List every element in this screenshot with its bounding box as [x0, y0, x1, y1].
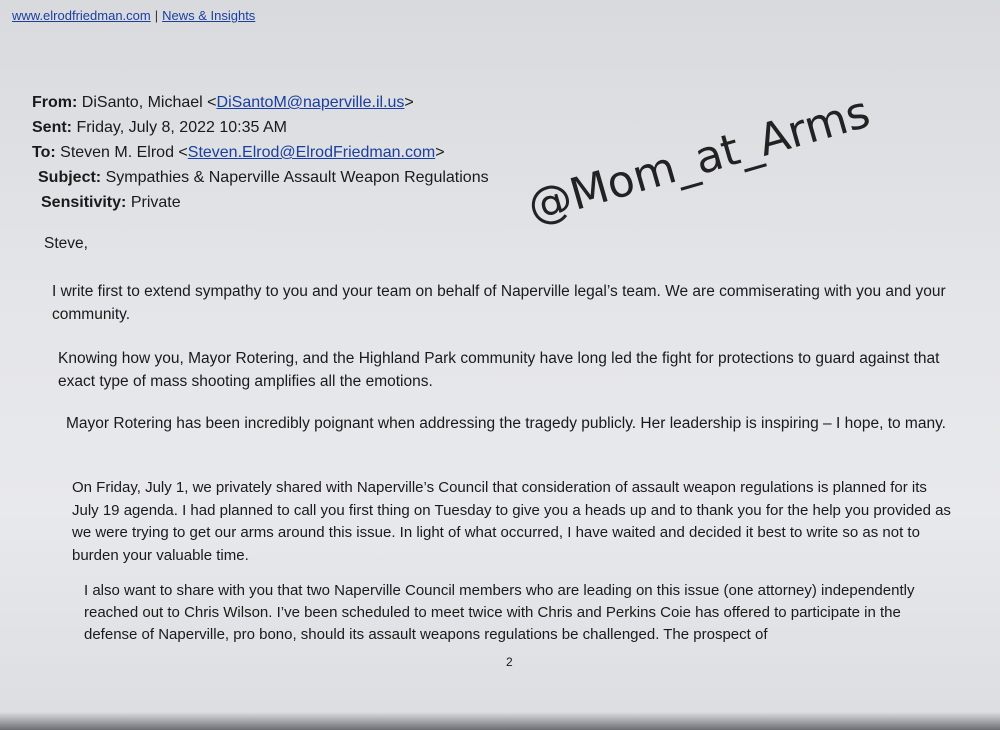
from-row: From: DiSanto, Michael <DiSantoM@naperville.il.us> — [32, 94, 414, 111]
paragraph-4: On Friday, July 1, we privately shared with Naperville’s Council that consideration of assault weapon regulations is planned for its July 19 agenda. I had planned to call you first thing on Tuesday to give you a heads up and to thank you for the help you provided as we were trying to get our arms around this issue. In light of what occurred, I have waited and decided it best to write so as not to burden your valuable time. — [72, 479, 951, 564]
to-name: Steven M. Elrod — [60, 144, 174, 161]
page-edge-shadow — [0, 712, 1000, 730]
paragraph-1: I write first to extend sympathy to you and your team on behalf of Naperville legal’s team. We are commiserating with you and your community. — [52, 283, 946, 323]
sent-value: Friday, July 8, 2022 10:35 AM — [76, 119, 287, 136]
news-insights-link[interactable]: News & Insights — [162, 8, 256, 23]
from-label: From: — [32, 94, 78, 111]
subject-label: Subject: — [38, 169, 102, 186]
watermark-text: @Mom_at_Arms — [521, 86, 876, 233]
to-label: To: — [32, 144, 56, 161]
paragraph-3: Mayor Rotering has been incredibly poignant when addressing the tragedy publicly. Her leadership is inspiring – I hope, to many. — [66, 415, 946, 432]
sent-row — [32, 115, 489, 140]
paragraph-5: I also want to share with you that two Naperville Council members who are leading on this issue (one attorney) independently reached out to Chris Wilson. I’ve been scheduled to meet twice with Chris and Perkins Coie has offered to participate in the defense of Naperville, pro bono, should its assault weapons regulations be challenged. The prospect of — [84, 582, 915, 643]
subject-value: Sympathies & Naperville Assault Weapon Regulations — [105, 169, 489, 186]
from-email-link[interactable]: DiSantoM@naperville.il.us — [216, 94, 405, 111]
email-header — [32, 90, 489, 215]
sensitivity-row — [32, 190, 489, 215]
sensitivity-label: Sensitivity: — [41, 194, 127, 211]
sensitivity-value: Private — [130, 194, 181, 211]
from-name: DiSanto, Michael — [81, 94, 203, 111]
to-row: To: Steven M. Elrod <Steven.Elrod@ElrodFriedman.com> — [32, 144, 445, 161]
page-number: 2 — [506, 655, 513, 669]
paragraph-2: Knowing how you, Mayor Rotering, and the Highland Park community have long led the fight for protections to guard against that exact type of mass shooting amplifies all the emotions. — [58, 350, 940, 390]
subject-row — [32, 165, 489, 190]
greeting: Steve, — [44, 235, 88, 252]
sent-label: Sent: — [32, 119, 72, 136]
link-separator: | — [154, 8, 159, 23]
to-email-link[interactable]: Steven.Elrod@ElrodFriedman.com — [187, 144, 436, 161]
site-link[interactable]: www.elrodfriedman.com — [12, 8, 151, 23]
top-links — [12, 8, 255, 23]
